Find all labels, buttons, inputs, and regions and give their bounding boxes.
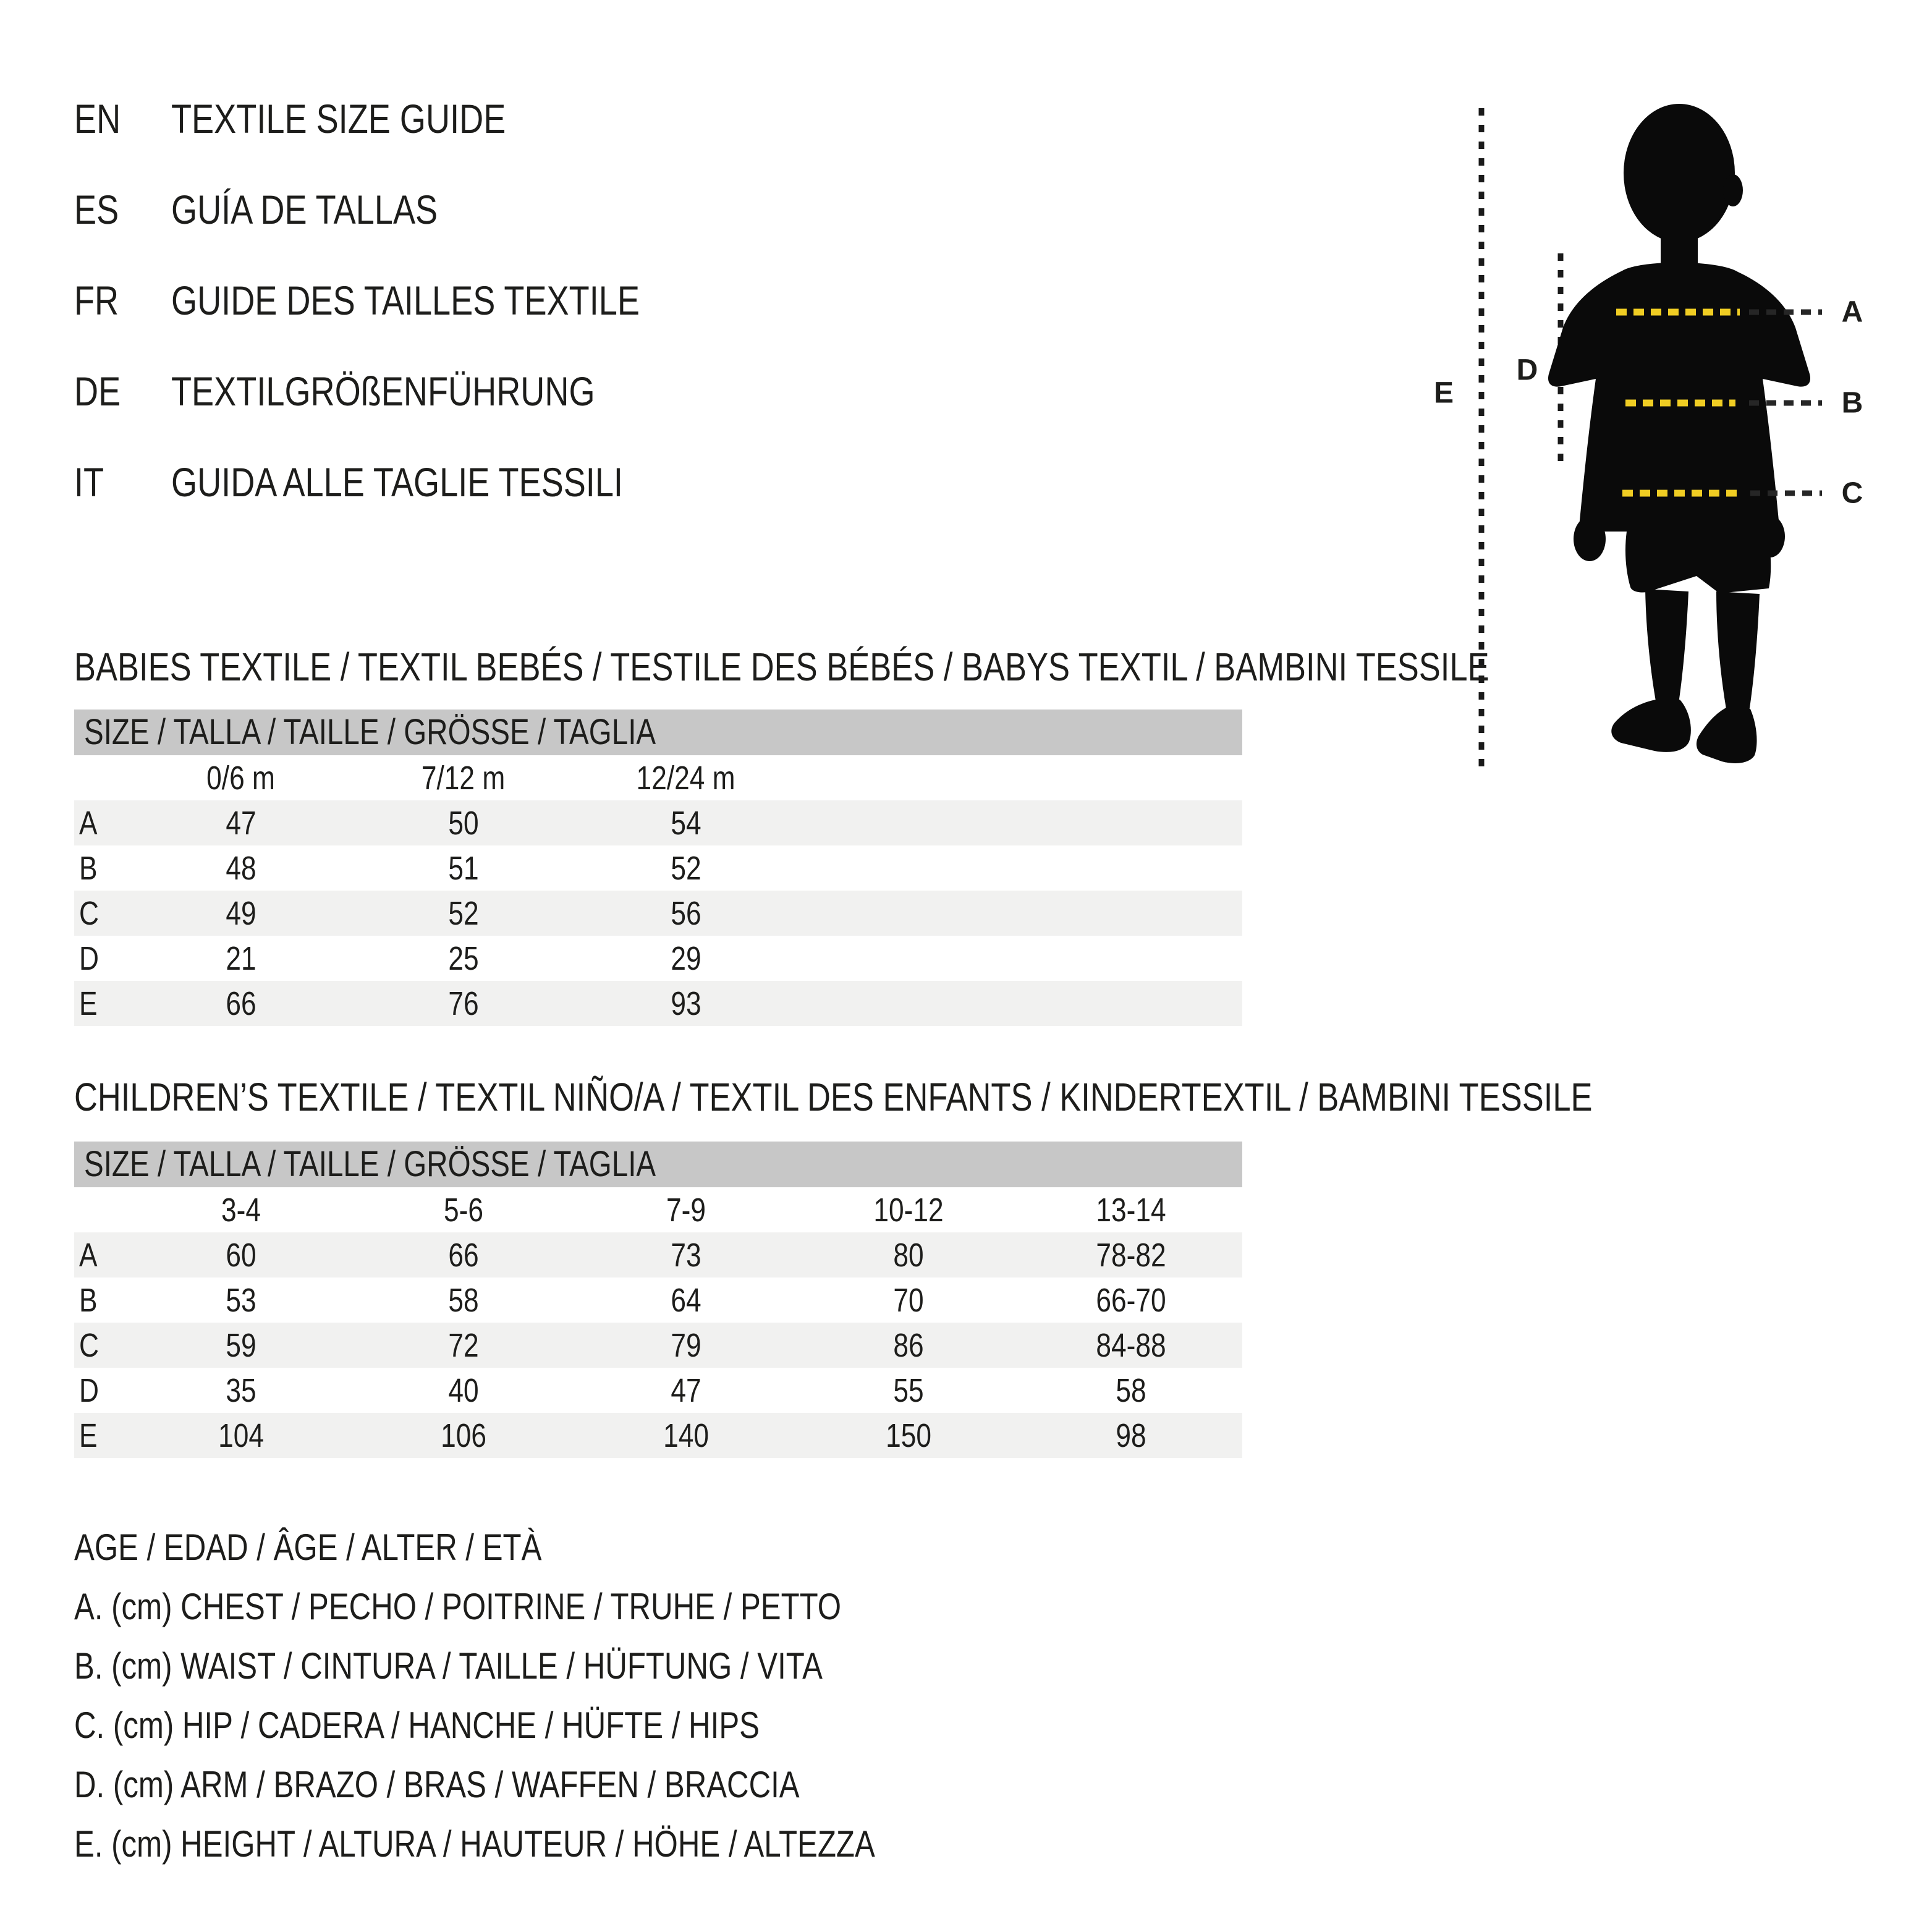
table-cell: 51 [448,849,479,887]
row-label: E [79,1417,98,1454]
table-cell: 79 [671,1326,701,1364]
guide-title-es: GUÍA DE TALLAS [171,186,438,232]
table-cell: 55 [893,1371,924,1409]
table-cell: 98 [1116,1417,1146,1454]
row-label: A [79,1236,98,1274]
table-row-d [74,936,1242,981]
language-row-it [74,436,742,527]
legend-line-age: AGE / EDAD / ÂGE / ALTER / ETÀ [74,1527,542,1568]
table-cell: 58 [448,1281,479,1319]
language-code: ES [74,186,119,232]
table-row-e [74,981,1242,1026]
table-cell: 70 [893,1281,924,1319]
language-header [74,73,742,527]
measurement-legend [74,1518,1051,1874]
babies-column-header-row [74,755,1242,800]
column-header: 10-12 [873,1191,944,1229]
language-code: EN [74,95,121,142]
language-code: FR [74,277,119,323]
table-cell: 150 [886,1417,931,1454]
row-label: C [79,894,99,932]
table-cell: 140 [663,1417,709,1454]
table-row-c [74,891,1242,936]
language-row-es [74,164,742,255]
table-row-d [74,1368,1242,1413]
guide-title-de: TEXTILGRÖßENFÜHRUNG [171,368,595,414]
measure-label-c: C [1841,477,1863,510]
language-row-en [74,73,742,164]
table-cell: 104 [218,1417,264,1454]
row-label: C [79,1326,99,1364]
column-header: 0/6 m [206,759,276,797]
table-cell: 86 [893,1326,924,1364]
table-cell: 93 [671,985,701,1022]
table-cell: 73 [671,1236,701,1274]
language-row-fr [74,255,742,345]
column-header: 13-14 [1096,1191,1166,1229]
table-cell: 52 [671,849,701,887]
children-size-header-bar: SIZE / TALLA / TAILLE / GRÖSSE / TAGLIA [74,1142,1242,1187]
language-code: IT [74,459,104,505]
row-label: D [79,1371,99,1409]
guide-title-it: GUIDA ALLE TAGLIE TESSILI [171,459,623,505]
table-cell: 35 [226,1371,256,1409]
guide-title-en: TEXTILE SIZE GUIDE [171,95,506,142]
legend-line-chest: A. (cm) CHEST / PECHO / POITRINE / TRUHE / PETTO [74,1586,842,1627]
measure-label-d: D [1516,354,1538,387]
guide-title-fr: GUIDE DES TAILLES TEXTILE [171,277,640,323]
row-label: D [79,939,99,977]
table-cell: 72 [448,1326,479,1364]
table-cell: 47 [671,1371,701,1409]
table-cell: 66-70 [1096,1281,1166,1319]
table-cell: 84-88 [1096,1326,1166,1364]
legend-line-waist: B. (cm) WAIST / CINTURA / TAILLE / HÜFTUNG / VITA [74,1645,823,1687]
table-cell: 59 [226,1326,256,1364]
table-row-a [74,800,1242,845]
table-cell: 54 [671,804,701,842]
table-cell: 60 [226,1236,256,1274]
legend-line-hip: C. (cm) HIP / CADERA / HANCHE / HÜFTE / HIPS [74,1705,760,1746]
table-row-b [74,845,1242,891]
measure-label-a: A [1841,295,1863,329]
table-cell: 29 [671,939,701,977]
language-code: DE [74,368,121,414]
column-header: 5-6 [443,1191,483,1229]
column-header: 7/12 m [422,759,506,797]
column-header: 3-4 [221,1191,261,1229]
table-cell: 48 [226,849,256,887]
table-cell: 21 [226,939,256,977]
measure-label-b: B [1841,386,1863,420]
row-label: A [79,804,98,842]
table-row-b [74,1277,1242,1323]
table-cell: 66 [226,985,256,1022]
table-cell: 25 [448,939,479,977]
table-cell: 47 [226,804,256,842]
table-row-a [74,1232,1242,1277]
table-cell: 49 [226,894,256,932]
legend-line-arm: D. (cm) ARM / BRAZO / BRAS / WAFFEN / BRACCIA [74,1764,800,1805]
babies-section-title: BABIES TEXTILE / TEXTIL BEBÉS / TESTILE DES BÉBÉS / BABYS TEXTIL / BAMBINI TESSILE [74,645,1489,689]
table-cell: 52 [448,894,479,932]
column-header: 12/24 m [636,759,736,797]
row-label: B [79,849,98,887]
table-row-c [74,1323,1242,1368]
babies-size-header-bar: SIZE / TALLA / TAILLE / GRÖSSE / TAGLIA [74,710,1242,755]
row-label: B [79,1281,98,1319]
table-row-e [74,1413,1242,1458]
legend-line-height: E. (cm) HEIGHT / ALTURA / HAUTEUR / HÖHE / ALTEZZA [74,1823,875,1865]
table-cell: 80 [893,1236,924,1274]
table-cell: 40 [448,1371,479,1409]
children-column-header-row [74,1187,1242,1232]
table-cell: 58 [1116,1371,1146,1409]
table-cell: 50 [448,804,479,842]
table-cell: 76 [448,985,479,1022]
language-row-de [74,345,742,436]
row-label: E [79,985,98,1022]
table-cell: 56 [671,894,701,932]
children-size-table [74,1142,1242,1458]
table-cell: 78-82 [1096,1236,1166,1274]
table-cell: 53 [226,1281,256,1319]
children-section-title: CHILDREN’S TEXTILE / TEXTIL NIÑO/A / TEXTIL DES ENFANTS / KINDERTEXTIL / BAMBINI TESSILE [74,1075,1593,1119]
table-cell: 106 [441,1417,486,1454]
measure-label-e: E [1433,376,1454,410]
babies-size-table [74,710,1242,1026]
table-cell: 64 [671,1281,701,1319]
column-header: 7-9 [666,1191,706,1229]
child-measurement-diagram [1409,37,1932,822]
table-cell: 66 [448,1236,479,1274]
